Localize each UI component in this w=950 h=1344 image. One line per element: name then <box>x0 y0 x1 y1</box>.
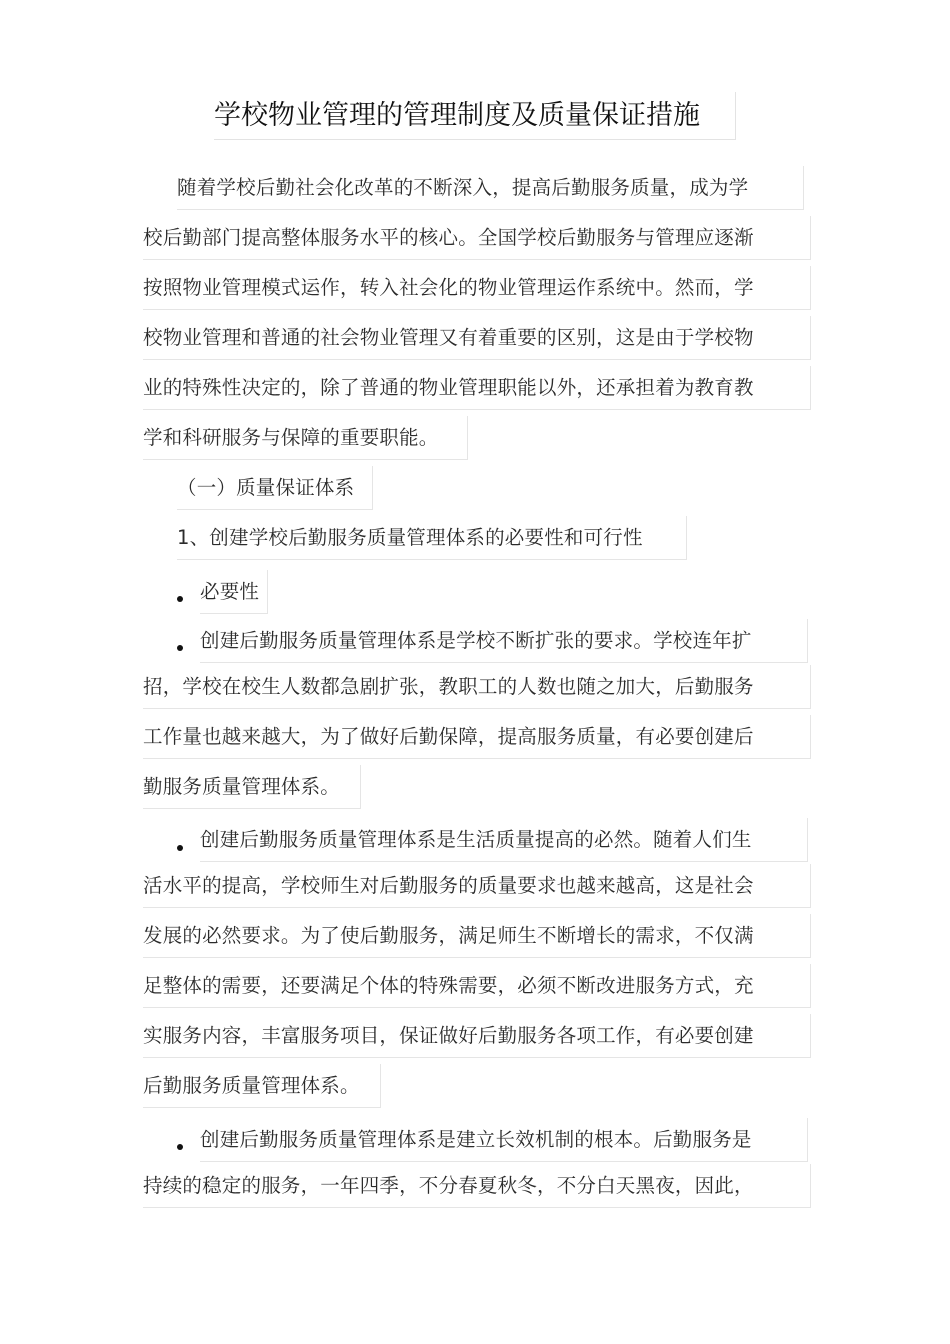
bullet-heading: 必要性 <box>200 570 268 614</box>
para3-line: 创建后勤服务质量管理体系是建立长效机制的根本。后勤服务是 <box>200 1118 808 1162</box>
para2-line: 活水平的提高，学校师生对后勤服务的质量要求也越来越高，这是社会 <box>143 864 811 908</box>
para2-line: 创建后勤服务质量管理体系是生活质量提高的必然。随着人们生 <box>200 818 808 862</box>
intro-line: 学和科研服务与保障的重要职能。 <box>143 416 468 460</box>
intro-line: 校物业管理和普通的社会物业管理又有着重要的区别，这是由于学校物 <box>143 316 811 360</box>
bullet-dot <box>177 645 183 651</box>
document-title: 学校物业管理的管理制度及质量保证措施 <box>214 92 736 140</box>
bullet-dot <box>177 845 183 851</box>
para2-line: 发展的必然要求。为了使后勤服务，满足师生不断增长的需求，不仅满 <box>143 914 811 958</box>
para3-line: 持续的稳定的服务，一年四季，不分春夏秋冬，不分白天黑夜，因此， <box>143 1164 811 1208</box>
para1-line: 招，学校在校生人数都急剧扩张，教职工的人数也随之加大，后勤服务 <box>143 665 811 709</box>
bullet-dot <box>177 1144 183 1150</box>
intro-line: 业的特殊性决定的，除了普通的物业管理职能以外，还承担着为教育教 <box>143 366 811 410</box>
intro-line: 校后勤部门提高整体服务水平的核心。全国学校后勤服务与管理应逐渐 <box>143 216 811 260</box>
bullet-dot <box>177 596 183 602</box>
para1-line: 工作量也越来越大，为了做好后勤保障，提高服务质量，有必要创建后 <box>143 715 811 759</box>
section-heading: （一）质量保证体系 <box>177 466 373 510</box>
intro-line: 随着学校后勤社会化改革的不断深入，提高后勤服务质量，成为学 <box>177 166 804 210</box>
intro-line: 按照物业管理模式运作，转入社会化的物业管理运作系统中。然而，学 <box>143 266 811 310</box>
para1-line: 创建后勤服务质量管理体系是学校不断扩张的要求。学校连年扩 <box>200 619 808 663</box>
para1-line: 勤服务质量管理体系。 <box>143 765 361 809</box>
subheading: 1、创建学校后勤服务质量管理体系的必要性和可行性 <box>177 516 687 560</box>
para2-line: 足整体的需要，还要满足个体的特殊需要，必须不断改进服务方式，充 <box>143 964 811 1008</box>
para2-line: 后勤服务质量管理体系。 <box>143 1064 381 1108</box>
para2-line: 实服务内容，丰富服务项目，保证做好后勤服务各项工作，有必要创建 <box>143 1014 811 1058</box>
